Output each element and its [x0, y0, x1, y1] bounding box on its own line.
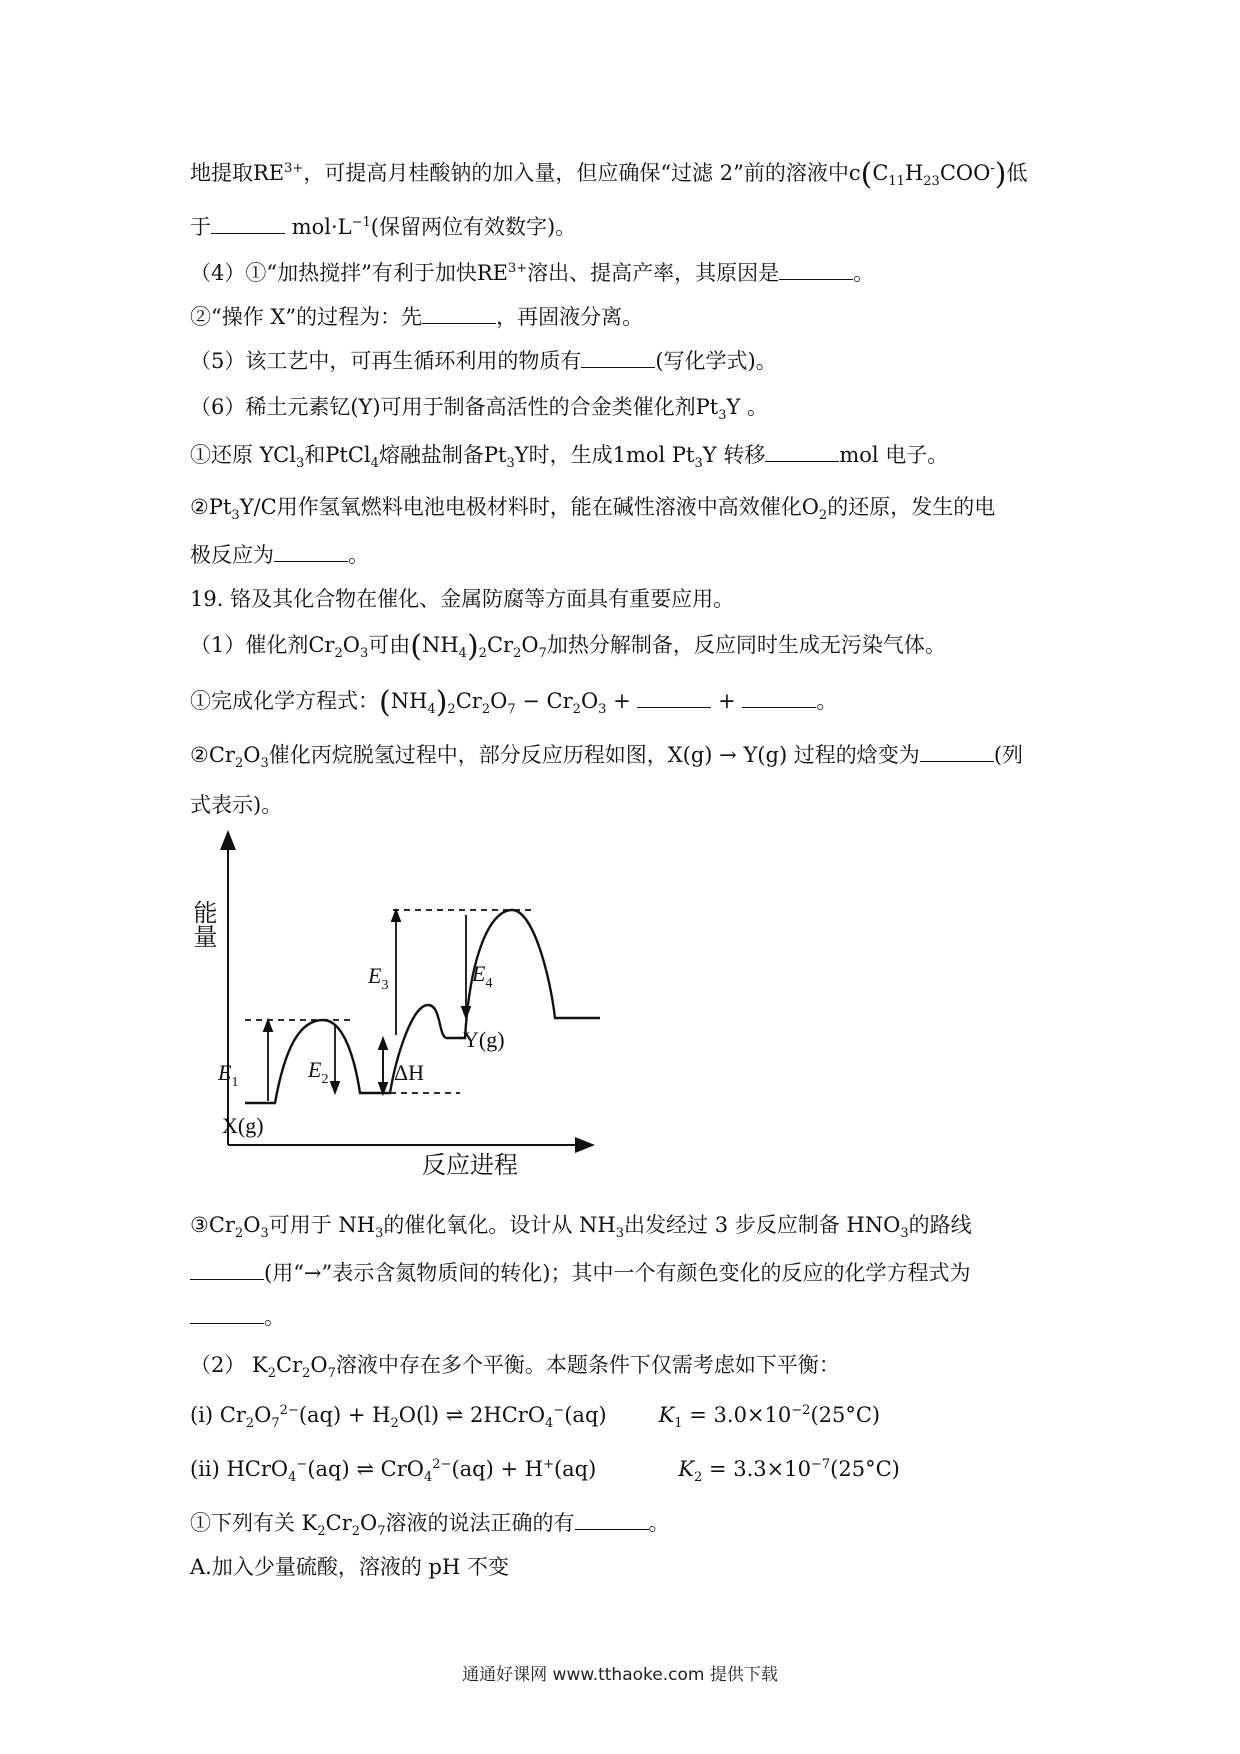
text-line: ①完成化学方程式：$(NH_4)_2Cr_2O_7 - Cr_2O_3$ + + 。	[190, 685, 838, 720]
x-axis-label: 反应进程	[422, 1153, 518, 1179]
answer-blank[interactable]	[422, 303, 496, 324]
text-line: 极反应为 。	[190, 543, 369, 567]
option-a: A.加入少量硫酸，溶液的 pH 不变	[190, 1555, 509, 1579]
text-line: ②“操作 X”的过程为：先 ，再固液分离。	[190, 305, 644, 329]
answer-blank[interactable]	[765, 441, 839, 462]
start-label: X(g)	[222, 1113, 264, 1138]
answer-blank[interactable]	[575, 1509, 649, 1530]
end-label: Y(g)	[463, 1027, 505, 1052]
answer-blank[interactable]	[581, 347, 655, 368]
delta-h-label: ΔH	[394, 1060, 425, 1085]
answer-blank[interactable]	[637, 687, 711, 708]
e3-label: $E_3$	[368, 963, 389, 993]
e4-label: $E_4$	[472, 961, 493, 991]
equilibrium-2: (ii) HCrO$_4$−(aq) ⇌ CrO$_4^{2-}$(aq) + H+(aq) $K_2 = 3.3\times 10^{-7}(25^\circ C)$	[190, 1457, 900, 1486]
text-line: $②Cr_2O_3$催化丙烷脱氢过程中，部分反应历程如图，X(g) → Y(g) 过程的焓变为 (列	[190, 743, 1024, 772]
text-line: 于 $mol\cdot L^{-1}$(保留两位有效数字)。	[190, 215, 577, 239]
text-line: 。	[190, 1302, 1070, 1332]
answer-blank[interactable]	[920, 741, 994, 762]
text-line: （5）该工艺中，可再生循环利用的物质有 (写化学式)。	[190, 349, 777, 373]
answer-blank[interactable]	[742, 687, 816, 708]
answer-blank[interactable]	[274, 541, 348, 562]
text-line: ①下列有关 $K_2Cr_2O_7$溶液的说法正确的有 。	[190, 1511, 670, 1540]
text-line: 式表示)。	[190, 793, 283, 817]
text-line: （4）①“加热搅拌”有利于加快$RE^{3+}$溶出、提高产率，其原因是 。	[190, 261, 875, 285]
text-line: （6）稀土元素钇(Y)可用于制备高活性的合金类催化剂$Pt_3Y$ 。	[190, 395, 769, 424]
answer-blank[interactable]	[211, 213, 285, 234]
text-line: $②Pt_3Y/C$用作氢氧燃料电池电极材料时，能在碱性溶液中高效催化$O_2$的还原，发生的电	[190, 495, 996, 524]
text-line: （2） $K_2Cr_2O_7$溶液中存在多个平衡。本题条件下仅需考虑如下平衡：	[190, 1353, 840, 1382]
e1-label: $E_1$	[218, 1060, 239, 1090]
answer-blank[interactable]	[190, 1303, 264, 1324]
text-line: ①还原 YCl$_3$和PtCl$_4$熔融盐制备$Pt_3Y$时，生成1mol $Pt_3Y$ 转移 mol 电子。	[190, 443, 949, 472]
text-line: （1）催化剂$Cr_2O_3$可由$(NH_4)_2Cr_2O_7$加热分解制备，反应同时生成无污染气体。	[190, 629, 946, 664]
question-heading: 19. 铬及其化合物在催化、金属防腐等方面具有重要应用。	[190, 587, 735, 611]
text-line: $③Cr_2O_3$可用于 $NH_3$的催化氧化。设计从 $NH_3$出发经过 3 步反应制备 $HNO_3$的路线	[190, 1213, 972, 1242]
text-line: (用“→”表示含氮物质间的转化)；其中一个有颜色变化的反应的化学方程式为	[190, 1258, 1070, 1288]
equilibrium-1: (i) $Cr_2O_7^{2-}(aq) + H_2O(l)$ ⇌ 2HCrO$_4$−(aq) $K_1 = 3.0\times 10^{-2}(25^\circ C)$	[190, 1403, 881, 1432]
energy-diagram	[189, 835, 600, 1179]
e2-label: $E_2$	[308, 1057, 329, 1087]
equilibrium-arrow-icon: ⇌	[445, 1403, 464, 1427]
equilibrium-arrow-icon: ⇌	[356, 1457, 374, 1481]
answer-blank[interactable]	[779, 259, 853, 280]
y-axis-label: 能量	[189, 900, 215, 948]
answer-blank[interactable]	[190, 1259, 264, 1280]
text-line: 地提取$RE^{3+}$，可提高月桂酸钠的加入量，但应确保“过滤 2”前的溶液中$c(C_{11}H_{23}COO^-)$低	[190, 157, 1028, 192]
page-footer: 通通好课网 www.tthaoke.com 提供下载	[462, 1665, 778, 1685]
